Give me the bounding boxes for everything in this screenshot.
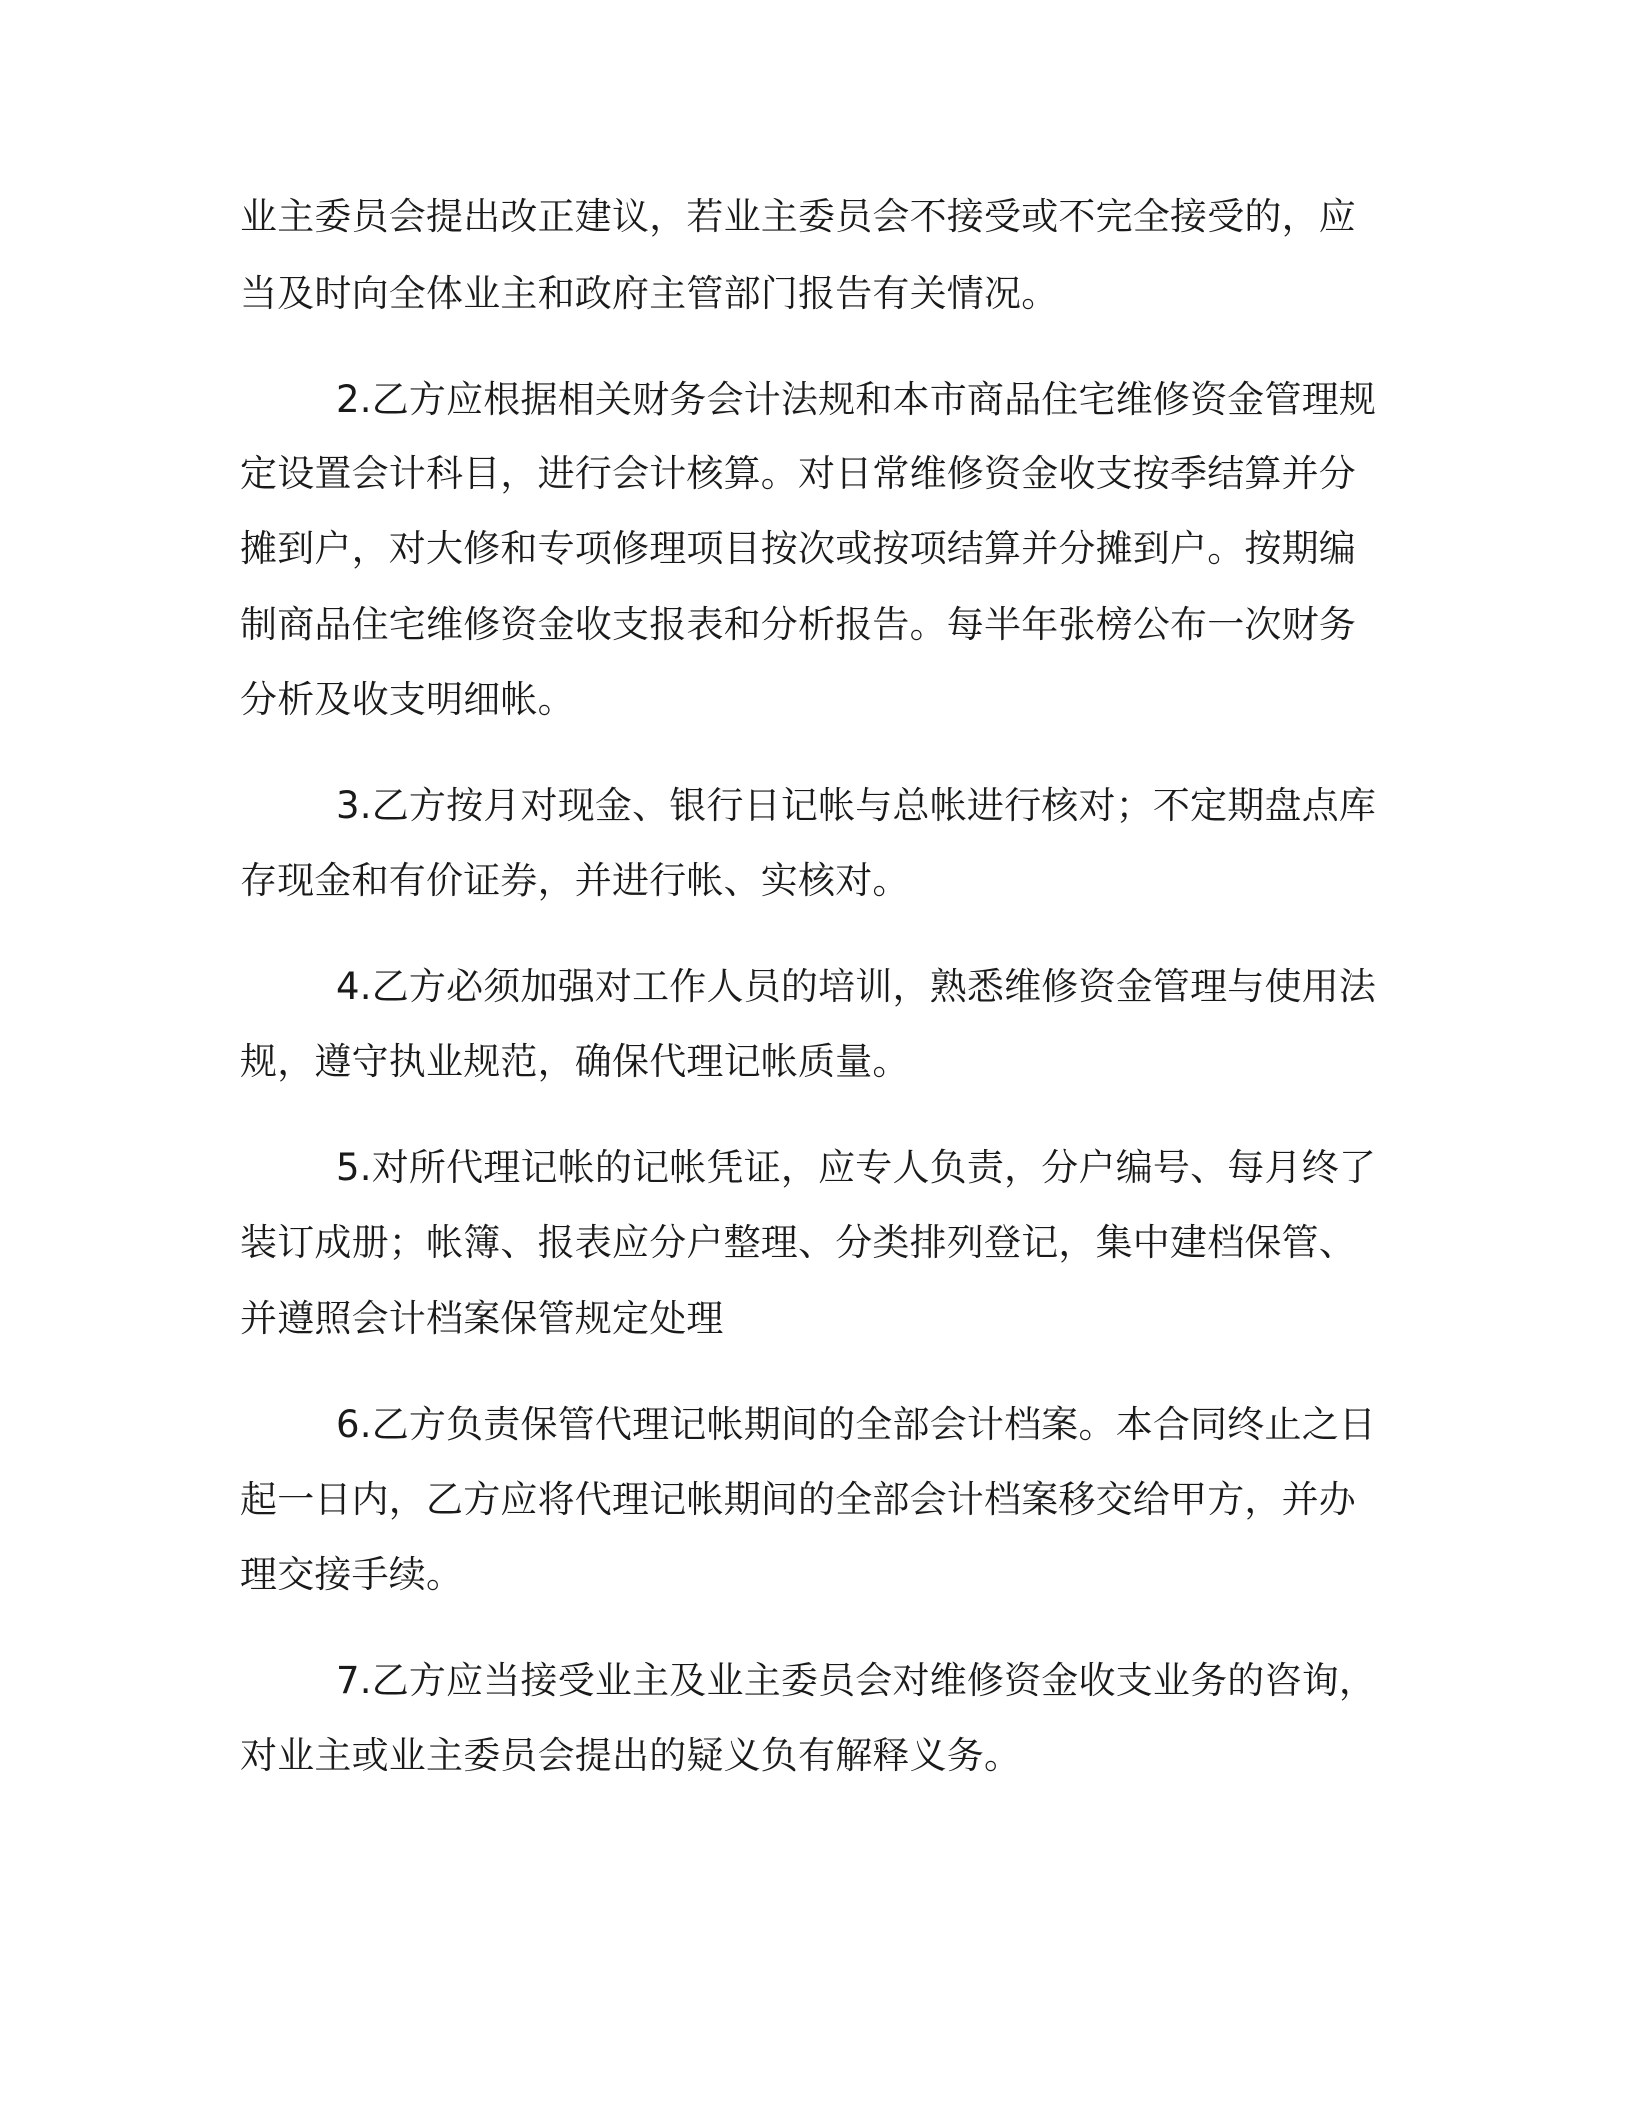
text-line: 摊到户，对大修和专项修理项目按次或按项结算并分摊到户。按期编 (240, 527, 1356, 570)
paragraph-7-line-1: 7.乙方应当接受业主及业主委员会对维修资金收支业务的咨询， (336, 1659, 1377, 1702)
text-line: 起一日内，乙方应将代理记帐期间的全部会计档案移交给甲方，并办 (240, 1478, 1356, 1521)
text-line: 装订成册；帐簿、报表应分户整理、分类排列登记，集中建档保管、 (240, 1221, 1356, 1264)
text-line: 制商品住宅维修资金收支报表和分析报告。每半年张榜公布一次财务 (240, 603, 1356, 646)
text-line: 理交接手续。 (240, 1553, 464, 1596)
text-line: 分析及收支明细帐。 (240, 678, 575, 721)
paragraph-4-line-1: 4.乙方必须加强对工作人员的培训，熟悉维修资金管理与使用法 (336, 965, 1377, 1008)
text-line: 规，遵守执业规范，确保代理记帐质量。 (240, 1040, 910, 1083)
paragraph-2-line-1: 2.乙方应根据相关财务会计法规和本市商品住宅维修资金管理规 (336, 378, 1377, 421)
paragraph-5-line-1: 5.对所代理记帐的记帐凭证，应专人负责，分户编号、每月终了 (336, 1146, 1377, 1189)
paragraph-6-line-1: 6.乙方负责保管代理记帐期间的全部会计档案。本合同终止之日 (336, 1403, 1377, 1446)
text-line: 存现金和有价证券，并进行帐、实核对。 (240, 859, 910, 902)
text-line: 定设置会计科目，进行会计核算。对日常维修资金收支按季结算并分 (240, 452, 1356, 495)
text-line: 并遵照会计档案保管规定处理 (240, 1297, 724, 1340)
text-line: 当及时向全体业主和政府主管部门报告有关情况。 (240, 272, 1059, 315)
text-line: 业主委员会提出改正建议，若业主委员会不接受或不完全接受的，应 (240, 195, 1356, 238)
paragraph-3-line-1: 3.乙方按月对现金、银行日记帐与总帐进行核对；不定期盘点库 (336, 784, 1377, 827)
text-line: 对业主或业主委员会提出的疑义负有解释义务。 (240, 1734, 1022, 1777)
